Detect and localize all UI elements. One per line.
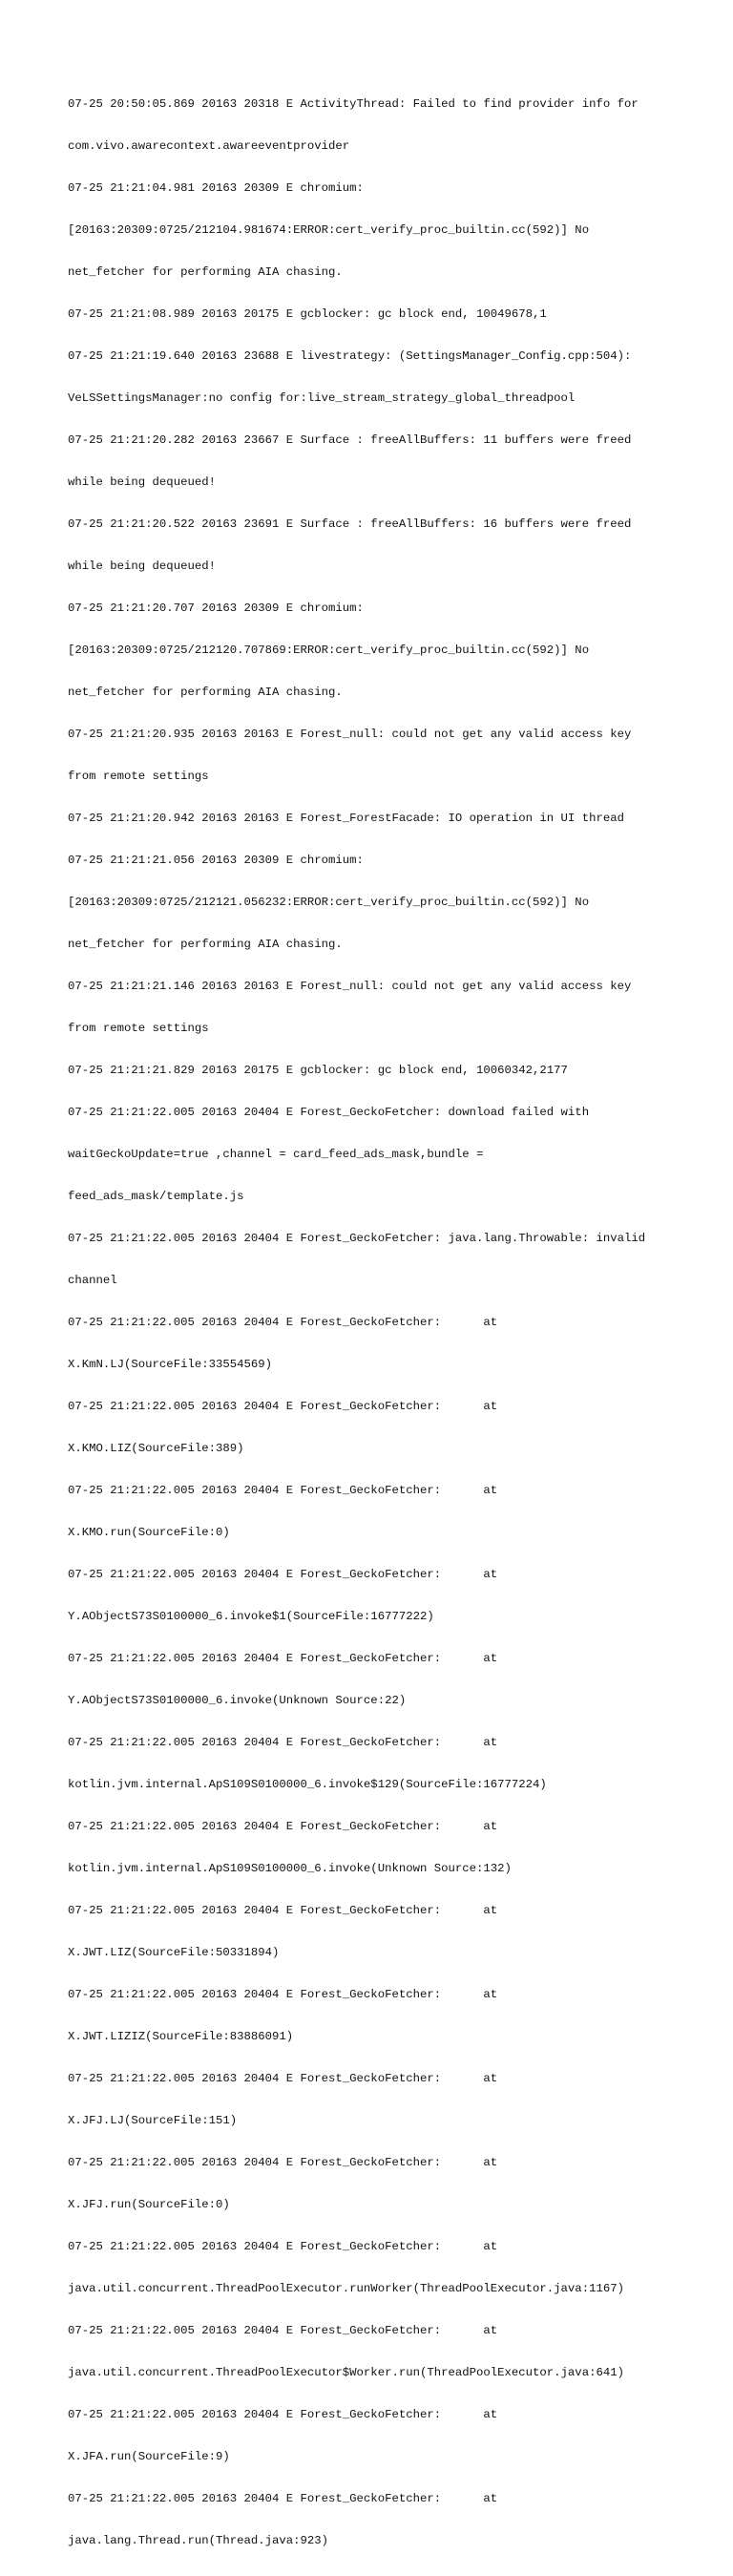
log-line: 07-25 21:21:22.005 20163 20404 E Forest_GeckoFetcher: at <box>68 2156 498 2170</box>
log-line: 07-25 21:21:22.005 20163 20404 E Forest_GeckoFetcher: at <box>68 2324 498 2338</box>
log-line: 07-25 21:21:22.005 20163 20404 E Forest_GeckoFetcher: at <box>68 1736 498 1750</box>
log-line: X.JFJ.run(SourceFile:0) <box>68 2198 230 2212</box>
log-line: 07-25 21:21:04.981 20163 20309 E chromium: <box>68 181 364 196</box>
log-line: 07-25 21:21:19.640 20163 23688 E livestrategy: (SettingsManager_Config.cpp:504): <box>68 349 632 364</box>
log-line: 07-25 21:21:22.005 20163 20404 E Forest_GeckoFetcher: at <box>68 1316 498 1330</box>
log-line: X.KMO.run(SourceFile:0) <box>68 1526 230 1540</box>
log-line: Y.AObjectS73S0100000_6.invoke(Unknown Source:22) <box>68 1694 407 1708</box>
log-line: 07-25 21:21:22.005 20163 20404 E Forest_GeckoFetcher: at <box>68 1568 498 1582</box>
log-line: java.util.concurrent.ThreadPoolExecutor$Worker.run(ThreadPoolExecutor.java:641) <box>68 2366 624 2380</box>
log-line: 07-25 21:21:22.005 20163 20404 E Forest_GeckoFetcher: at <box>68 1652 498 1666</box>
log-line: 07-25 21:21:20.942 20163 20163 E Forest_ForestFacade: IO operation in UI thread <box>68 812 624 826</box>
log-line: while being dequeued! <box>68 475 216 490</box>
log-line: 07-25 21:21:22.005 20163 20404 E Forest_GeckoFetcher: at <box>68 2240 498 2254</box>
log-line: channel <box>68 1274 117 1288</box>
log-line: 07-25 21:21:08.989 20163 20175 E gcblocker: gc block end, 10049678,1 <box>68 307 547 322</box>
log-line: 07-25 21:21:21.146 20163 20163 E Forest_null: could not get any valid access key <box>68 980 632 994</box>
log-line: 07-25 21:21:22.005 20163 20404 E Forest_GeckoFetcher: at <box>68 1484 498 1498</box>
log-line: com.vivo.awarecontext.awareeventprovider <box>68 139 350 154</box>
log-line: 07-25 21:21:22.005 20163 20404 E Forest_GeckoFetcher: at <box>68 1988 498 2002</box>
log-line: java.util.concurrent.ThreadPoolExecutor.runWorker(ThreadPoolExecutor.java:1167) <box>68 2282 624 2296</box>
log-line: [20163:20309:0725/212104.981674:ERROR:cert_verify_proc_builtin.cc(592)] No <box>68 223 590 238</box>
log-line: 07-25 21:21:22.005 20163 20404 E Forest_GeckoFetcher: at <box>68 2408 498 2422</box>
log-line: X.JFJ.LJ(SourceFile:151) <box>68 2114 238 2128</box>
log-text-block <box>68 70 679 2576</box>
log-line: 07-25 21:21:20.282 20163 23667 E Surface : freeAllBuffers: 11 buffers were freed <box>68 433 632 448</box>
log-line: 07-25 21:21:22.005 20163 20404 E Forest_GeckoFetcher: at <box>68 2492 498 2506</box>
log-line: X.KmN.LJ(SourceFile:33554569) <box>68 1358 273 1372</box>
log-line: waitGeckoUpdate=true ,channel = card_feed_ads_mask,bundle = <box>68 1148 484 1162</box>
log-line: X.JFA.run(SourceFile:9) <box>68 2450 230 2464</box>
log-line: [20163:20309:0725/212120.707869:ERROR:cert_verify_proc_builtin.cc(592)] No <box>68 644 590 658</box>
log-line: 07-25 21:21:22.005 20163 20404 E Forest_GeckoFetcher: java.lang.Throwable: invalid <box>68 1232 646 1246</box>
log-line: 07-25 20:50:05.869 20163 20318 E ActivityThread: Failed to find provider info for <box>68 97 639 112</box>
log-line: X.KMO.LIZ(SourceFile:389) <box>68 1442 244 1456</box>
log-line: from remote settings <box>68 770 209 784</box>
log-line: [20163:20309:0725/212121.056232:ERROR:cert_verify_proc_builtin.cc(592)] No <box>68 896 590 910</box>
log-line: while being dequeued! <box>68 560 216 574</box>
log-line: VeLSSettingsManager:no config for:live_stream_strategy_global_threadpool <box>68 391 576 406</box>
log-line: kotlin.jvm.internal.ApS109S0100000_6.invoke$129(SourceFile:16777224) <box>68 1778 547 1792</box>
log-line: 07-25 21:21:22.005 20163 20404 E Forest_GeckoFetcher: at <box>68 2072 498 2086</box>
log-line: 07-25 21:21:21.056 20163 20309 E chromium: <box>68 854 364 868</box>
log-line: 07-25 21:21:22.005 20163 20404 E Forest_GeckoFetcher: download failed with <box>68 1106 590 1120</box>
log-line: 07-25 21:21:20.522 20163 23691 E Surface : freeAllBuffers: 16 buffers were freed <box>68 517 632 532</box>
log-line: from remote settings <box>68 1022 209 1036</box>
log-line: 07-25 21:21:22.005 20163 20404 E Forest_GeckoFetcher: at <box>68 1400 498 1414</box>
log-line: feed_ads_mask/template.js <box>68 1190 244 1204</box>
log-line: Y.AObjectS73S0100000_6.invoke$1(SourceFile:16777222) <box>68 1610 434 1624</box>
log-line: net_fetcher for performing AIA chasing. <box>68 686 343 700</box>
log-line: X.JWT.LIZIZ(SourceFile:83886091) <box>68 2030 294 2044</box>
log-line: 07-25 21:21:20.707 20163 20309 E chromium: <box>68 602 364 616</box>
log-line: 07-25 21:21:22.005 20163 20404 E Forest_GeckoFetcher: at <box>68 1820 498 1834</box>
log-line: net_fetcher for performing AIA chasing. <box>68 265 343 280</box>
log-line: 07-25 21:21:22.005 20163 20404 E Forest_GeckoFetcher: at <box>68 1904 498 1918</box>
log-line: 07-25 21:21:20.935 20163 20163 E Forest_null: could not get any valid access key <box>68 728 632 742</box>
log-line: X.JWT.LIZ(SourceFile:50331894) <box>68 1946 280 1960</box>
log-line: 07-25 21:21:21.829 20163 20175 E gcblocker: gc block end, 10060342,2177 <box>68 1064 568 1078</box>
log-line: kotlin.jvm.internal.ApS109S0100000_6.invoke(Unknown Source:132) <box>68 1862 512 1876</box>
log-line: java.lang.Thread.run(Thread.java:923) <box>68 2534 329 2548</box>
log-line: net_fetcher for performing AIA chasing. <box>68 938 343 952</box>
